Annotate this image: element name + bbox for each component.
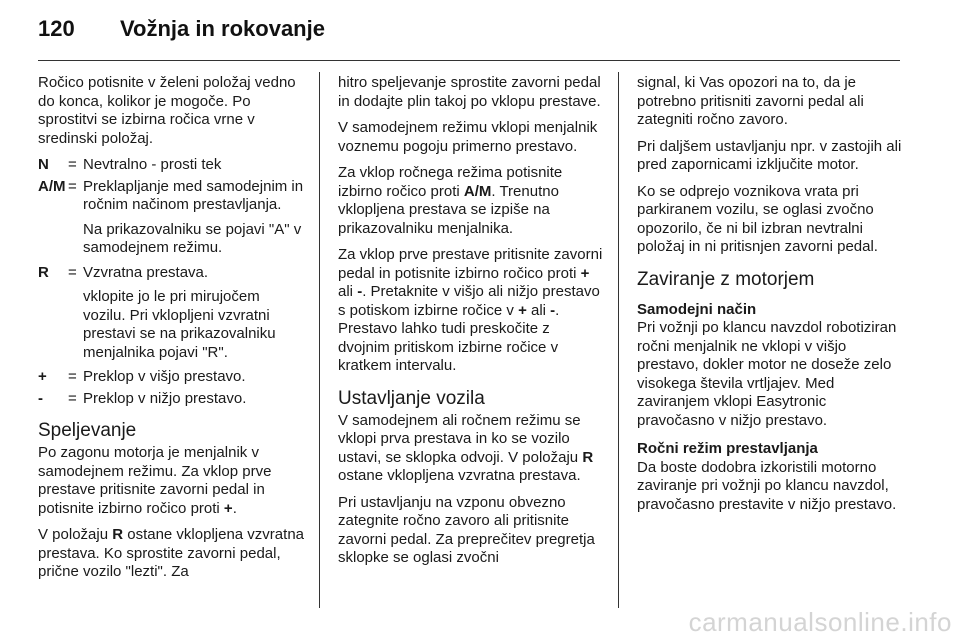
paragraph bbox=[338, 246, 604, 376]
watermark: carmanualsonline.info bbox=[688, 607, 952, 637]
text-run: ostane vklopljena vzvratna prestava. Ko sprostite zavorni pedal, prične vozilo "lezti". Za bbox=[38, 526, 304, 580]
definition-key: N bbox=[38, 156, 49, 173]
definition-key: - bbox=[38, 389, 43, 407]
page-header bbox=[0, 0, 960, 56]
symbol-plus: + bbox=[223, 499, 233, 517]
text-run: V samodejnem ali ročnem režimu se vklopi prva prestava in ko se vozilo ustavi, se sklopka odvoji. V položaju bbox=[338, 411, 583, 466]
section-heading-speljevanje: Speljevanje bbox=[38, 420, 137, 441]
paragraph: Pri daljšem ustavljanju npr. v zastojih ali pred zapornicami izključite motor. bbox=[637, 137, 902, 173]
definition-value: Preklapljanje med samodejnim in ročnim načinom prestavljanja. bbox=[83, 177, 304, 213]
definition-value: Preklop v nižjo prestavo. bbox=[83, 389, 247, 407]
intro-paragraph: Ročico potisnite v želeni položaj vedno do konca, kolikor je mogoče. Po sprostitvi se izbirna ročica vrne v sredinski položaj. bbox=[38, 74, 296, 147]
paragraph bbox=[338, 412, 604, 486]
subheading-rocni: Ročni režim prestavljanja bbox=[637, 440, 818, 457]
symbol-plus: + bbox=[518, 301, 527, 319]
header-divider bbox=[38, 60, 900, 61]
paragraph bbox=[38, 444, 306, 518]
definition-r bbox=[38, 264, 306, 283]
column-divider-2 bbox=[618, 72, 619, 608]
column-1 bbox=[38, 74, 306, 590]
page-title: Vožnja in rokovanje bbox=[120, 16, 325, 41]
paragraph bbox=[38, 526, 306, 582]
definition-note: Na prikazovalniku se pojavi "A" v samodejnem režimu. bbox=[83, 220, 302, 256]
symbol-plus: + bbox=[580, 264, 590, 282]
text-run: ostane vklopljena vzvratna prestava. bbox=[338, 467, 581, 484]
text-run: . Prestavo lahko tudi preskočite z dvojnim pritiskom izbirne ročice v kratkem intervalu. bbox=[338, 301, 560, 374]
symbol-minus: - bbox=[550, 301, 556, 319]
column-3 bbox=[637, 74, 905, 522]
text-run: . Pretaknite v višjo ali nižjo prestavo s potiskom izbirne ročice v bbox=[338, 283, 600, 319]
symbol-r: R bbox=[582, 448, 594, 466]
section-heading-ustavljanje: Ustavljanje vozila bbox=[338, 387, 485, 409]
paragraph: V samodejnem režimu vklopi menjalnik voznemu pogoju primerno prestavo. bbox=[338, 119, 598, 155]
definition-key: A/M bbox=[38, 177, 66, 195]
paragraph: signal, ki Vas opozori na to, da je potrebno pritisniti zavorni pedal ali zategniti ročno zavoro. bbox=[637, 74, 864, 128]
definition-minus bbox=[38, 390, 306, 409]
definition-value: Preklop v višjo prestavo. bbox=[83, 368, 246, 385]
text-run: . Trenutno vklopljena prestava se izpiše na prikazovalniku menjalnika. bbox=[338, 182, 559, 237]
definition-am bbox=[38, 178, 306, 215]
text-run: Po zagonu motorja je menjalnik v samodejnem režimu. Za vklop prve prestave pritisnite zavorni pedal in potisnite izbirno ročico proti bbox=[38, 444, 272, 517]
definition-value: Vzvratna prestava. bbox=[83, 263, 209, 281]
paragraph: Da boste dodobra izkoristili motorno zaviranje pri vožnji po klancu navzdol, pravočasno prestavite v nižjo prestavo. bbox=[637, 458, 897, 513]
text-run: ali bbox=[526, 301, 551, 319]
definition-equals: = bbox=[68, 177, 77, 195]
definition-equals: = bbox=[68, 389, 77, 407]
text-run: ali bbox=[338, 283, 358, 300]
symbol-am: A/M bbox=[463, 182, 492, 200]
text-run: Za vklop ročnega režima potisnite izbirno ročico proti bbox=[338, 164, 563, 200]
paragraph: hitro speljevanje sprostite zavorni pedal in dodajte plin takoj po vklopu prestave. bbox=[338, 74, 601, 110]
column-2 bbox=[338, 74, 604, 576]
definition-key: + bbox=[38, 368, 47, 385]
text-run: . bbox=[232, 499, 237, 517]
definition-plus bbox=[38, 368, 306, 387]
definition-n bbox=[38, 156, 306, 175]
page-number: 120 bbox=[38, 16, 75, 41]
paragraph: Pri ustavljanju na vzponu obvezno zategnite ročno zavoro ali pritisnite zavorni pedal. Za preprečitev pregretja sklopke se oglasi zvočni bbox=[338, 493, 595, 566]
definition-equals: = bbox=[68, 263, 77, 281]
definition-value: Nevtralno - prosti tek bbox=[83, 156, 222, 173]
definition-note: vklopite jo le pri mirujočem vozilu. Pri vklopljeni vzvratni prestavi se na prikazovalniku menjalnika pojavi "R". bbox=[83, 288, 276, 361]
column-divider-1 bbox=[319, 72, 320, 608]
definition-equals: = bbox=[68, 368, 77, 385]
symbol-minus: - bbox=[357, 283, 363, 300]
text-run: Za vklop prve prestave pritisnite zavorni pedal in potisnite izbirno ročico proti bbox=[338, 246, 603, 282]
paragraph bbox=[338, 164, 604, 238]
text-run: V položaju bbox=[38, 526, 113, 543]
definition-equals: = bbox=[68, 156, 77, 173]
symbol-r: R bbox=[112, 526, 124, 543]
paragraph: Pri vožnji po klancu navzdol robotiziran ročni menjalnik ne vklopi v višjo prestavo, dokler motor ne doseže zelo visokega števila vrtljajev. Med zaviranjem vklopi Easytronic pravočasno v nižjo prestavo. bbox=[637, 319, 897, 429]
definition-key: R bbox=[38, 263, 49, 281]
section-heading-zaviranje: Zaviranje z motorjem bbox=[637, 268, 815, 290]
subheading-samodejni: Samodejni način bbox=[637, 300, 757, 318]
paragraph: Ko se odprejo voznikova vrata pri parkiranem vozilu, se oglasi zvočno opozorilo, če ni bil izbran nevtralni položaj in ni pritisnjen zavorni pedal. bbox=[637, 182, 878, 255]
